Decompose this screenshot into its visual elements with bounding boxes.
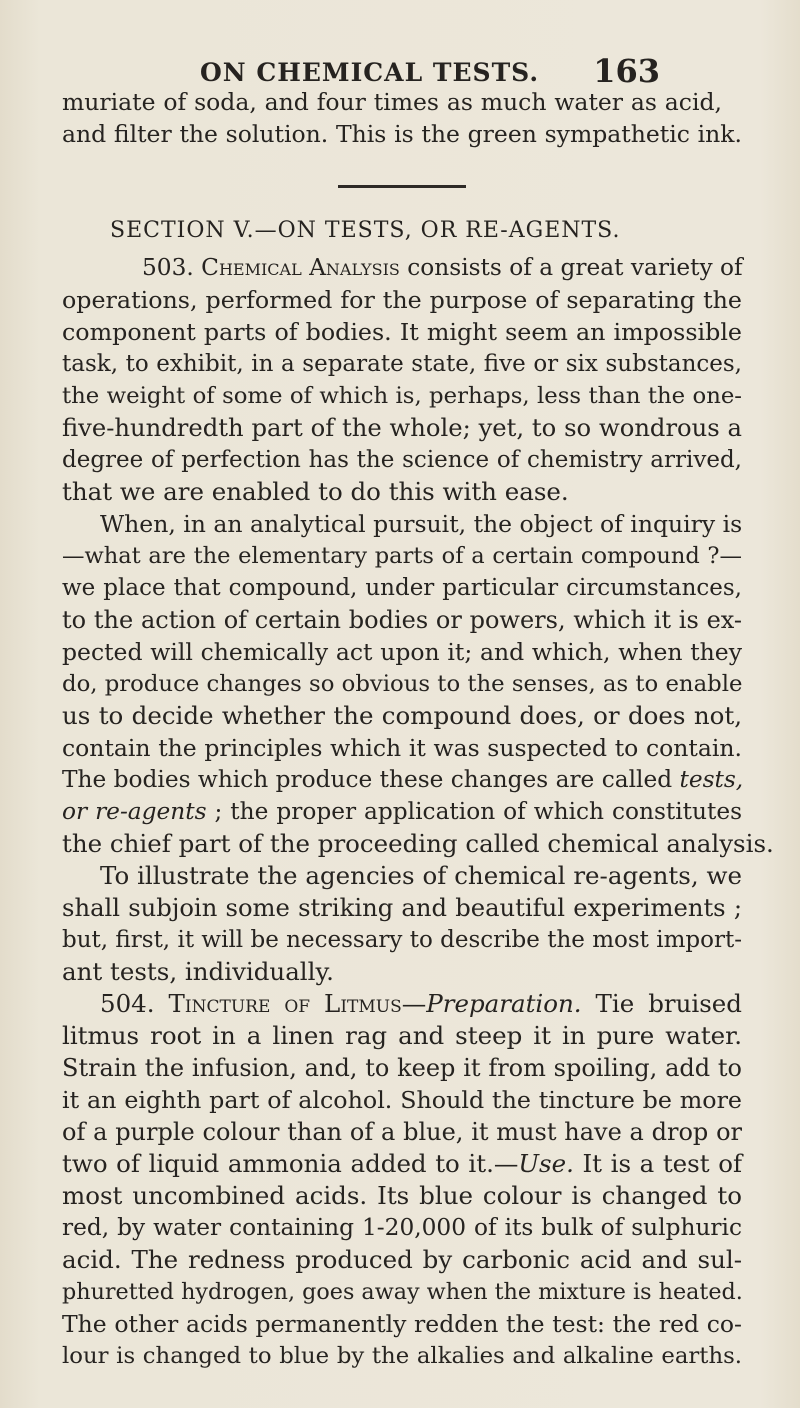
text-line: When, in an analytical pursuit, the object of inquiry is: [100, 510, 743, 538]
text-line: acid. The redness produced by carbonic acid and sul-: [62, 1245, 742, 1274]
text-run-italic: Preparation.: [426, 989, 582, 1018]
running-title: ON CHEMICAL TESTS.: [200, 58, 540, 87]
paragraph-number: 504.: [100, 989, 155, 1018]
text-line: it an eighth part of alcohol. Should the tincture be more: [62, 1086, 742, 1114]
text-line: the weight of some of which is, perhaps, less than the one-: [62, 383, 742, 409]
paragraph-number: 503.: [142, 254, 194, 281]
text-line: red, by water containing 1-20,000 of its bulk of sulphuric: [62, 1214, 742, 1241]
page-number: 163: [593, 52, 660, 90]
text-line: ant tests, individually.: [62, 957, 334, 986]
text-run: Tie bruised: [581, 989, 742, 1018]
text-line: Strain the infusion, and, to keep it from spoiling, add to: [62, 1054, 742, 1082]
text-line: to the action of certain bodies or powers, which it is ex-: [62, 606, 742, 634]
text-line: lour is changed to blue by the alkalies and alkaline earths.: [62, 1343, 742, 1369]
text-line: [62, 1148, 742, 1180]
text-run: The bodies which produce these changes are called: [62, 766, 680, 793]
text-run-italic: Use.: [518, 1149, 574, 1178]
text-run-italic: or re-agents: [62, 798, 207, 825]
text-line: contain the principles which it was suspected to contain.: [62, 734, 742, 762]
text-run-italic: tests,: [679, 766, 744, 793]
text-run: ; the proper application of which constitutes: [206, 798, 743, 825]
text-line: task, to exhibit, in a separate state, five or six substances,: [62, 351, 742, 377]
paragraph-head: Chemical Analysis: [201, 254, 400, 281]
text-line: pected will chemically act upon it; and which, when they: [62, 638, 742, 666]
text-line: —what are the elementary parts of a certain compound ?—: [62, 543, 742, 569]
text-line: phuretted hydrogen, goes away when the mixture is heated.: [62, 1279, 743, 1305]
section-heading: SECTION V.—ON TESTS, OR RE-AGENTS.: [110, 218, 621, 243]
text-run: —: [401, 989, 427, 1018]
text-line: us to decide whether the compound does, or does not,: [62, 701, 742, 730]
text-line: the chief part of the proceeding called chemical analysis.: [62, 829, 774, 858]
text-line: degree of perfection has the science of chemistry arrived,: [62, 447, 742, 473]
text-line: component parts of bodies. It might seem an impossible: [62, 318, 742, 346]
text-run: consists of a great variety of: [399, 254, 743, 281]
paragraph-head: Tincture of Litmus: [168, 989, 402, 1018]
text-run: two of liquid ammonia added to it.—: [62, 1149, 519, 1178]
text-run: It is a test of: [573, 1149, 743, 1178]
text-line: and filter the solution. This is the green sympathetic ink.: [62, 120, 742, 148]
text-line: The other acids permanently redden the test: the red co-: [62, 1310, 742, 1338]
text-line: five-hundredth part of the whole; yet, to so wondrous a: [62, 413, 742, 442]
text-line: muriate of soda, and four times as much water as acid,: [62, 88, 722, 116]
text-line: litmus root in a linen rag and steep it in pure water.: [62, 1021, 742, 1050]
text-line: [62, 764, 742, 796]
paragraph-first-line: [142, 252, 742, 284]
text-line: operations, performed for the purpose of separating the: [62, 286, 742, 314]
text-line: most uncombined acids. Its blue colour is changed to: [62, 1181, 742, 1210]
text-line: that we are enabled to do this with ease.: [62, 477, 569, 506]
section-rule: [338, 185, 466, 188]
text-line: [62, 796, 742, 828]
text-line: of a purple colour than of a blue, it must have a drop or: [62, 1118, 742, 1146]
text-line: do, produce changes so obvious to the senses, as to enable: [62, 671, 743, 697]
text-line: To illustrate the agencies of chemical re-agents, we: [100, 861, 742, 890]
text-line: but, first, it will be necessary to describe the most import-: [62, 927, 742, 953]
text-line: we place that compound, under particular circumstances,: [62, 575, 742, 601]
paragraph-first-line: [100, 988, 742, 1020]
text-line: shall subjoin some striking and beautiful experiments ;: [62, 893, 742, 922]
